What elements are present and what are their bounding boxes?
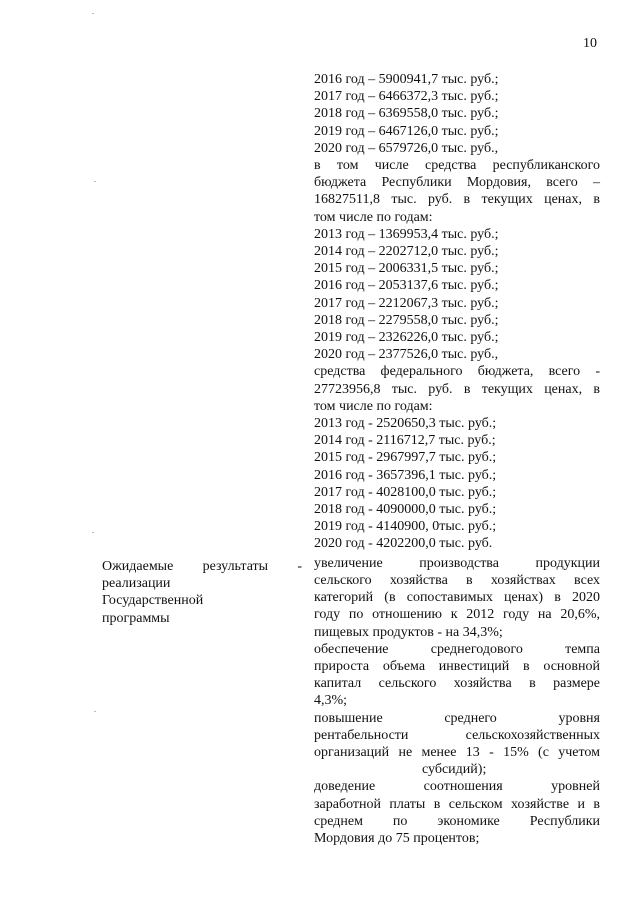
year-line: 2017 год - 4028100,0 тыс. руб.;	[314, 484, 497, 500]
paragraph-line: 27723956,8 тыс. руб. в текущих ценах, в	[314, 381, 600, 397]
paragraph-line: бюджета Республики Мордовия, всего –	[314, 175, 600, 191]
scan-speck	[94, 711, 96, 712]
year-line: 2017 год – 6466372,3 тыс. руб.;	[314, 89, 499, 105]
result-item	[314, 778, 600, 847]
year-line: 2015 год – 2006331,5 тыс. руб.;	[314, 261, 499, 277]
scan-speck	[92, 532, 94, 533]
year-line: 2014 год – 2202712,0 тыс. руб.;	[314, 244, 499, 260]
paragraph-line: Мордовия до 75 процентов;	[314, 830, 480, 846]
result-item	[314, 555, 600, 641]
paragraph-line: организаций не менее 13 - 15% (с учетом	[314, 744, 600, 760]
total-financing-years	[314, 71, 600, 157]
paragraph-line: 4,3%;	[314, 693, 348, 709]
paragraph-line: повышение среднего уровня	[314, 710, 600, 726]
paragraph-line: категорий (в сопоставимых ценах) в 2020	[314, 590, 600, 606]
label-line: программы	[102, 610, 170, 626]
year-line: 2013 год - 2520650,3 тыс. руб.;	[314, 416, 497, 432]
year-line: 2020 год - 4202200,0 тыс. руб.	[314, 536, 493, 552]
republic-budget-block	[314, 157, 600, 363]
paragraph-line: том числе по годам:	[314, 209, 433, 225]
paragraph-line: средства федерального бюджета, всего -	[314, 364, 600, 380]
paragraph-line: пищевых продуктов - на 34,3%;	[314, 624, 503, 640]
paragraph-line: году по отношению к 2012 году на 20,6%,	[314, 607, 600, 623]
expected-results-label	[102, 558, 302, 627]
year-line: 2015 год - 2967997,7 тыс. руб.;	[314, 450, 497, 466]
paragraph-line: капитал сельского хозяйства в размере	[314, 676, 600, 692]
year-line: 2019 год – 2326226,0 тыс. руб.;	[314, 330, 499, 346]
year-line: 2014 год - 2116712,7 тыс. руб.;	[314, 433, 496, 449]
result-item	[314, 641, 600, 710]
paragraph-line: заработной платы в сельском хозяйстве и в	[314, 796, 600, 812]
year-line: 2018 год – 2279558,0 тыс. руб.;	[314, 312, 499, 328]
year-line: 2017 год – 2212067,3 тыс. руб.;	[314, 295, 499, 311]
year-line: 2016 год – 2053137,6 тыс. руб.;	[314, 278, 499, 294]
paragraph-line: сельского хозяйства в хозяйствах всех	[314, 572, 600, 588]
year-line: 2020 год – 2377526,0 тыс. руб.,	[314, 347, 499, 363]
year-line: 2019 год – 6467126,0 тыс. руб.;	[314, 123, 499, 139]
year-line: 2018 год - 4090000,0 тыс. руб.;	[314, 502, 497, 518]
scan-speck	[94, 181, 96, 182]
paragraph-line: прироста объема инвестиций в основной	[314, 658, 600, 674]
year-line: 2016 год – 5900941,7 тыс. руб.;	[314, 72, 499, 87]
federal-budget-block	[314, 363, 600, 552]
paragraph-line: рентабельности сельскохозяйственных	[314, 727, 600, 743]
label-line: Государственной	[102, 593, 204, 609]
paragraph-line: 16827511,8 тыс. руб. в текущих ценах, в	[314, 192, 600, 208]
result-item	[314, 710, 600, 779]
paragraph-line: том числе по годам:	[314, 398, 433, 414]
year-line: 2016 год - 3657396,1 тыс. руб.;	[314, 467, 497, 483]
year-line: 2020 год – 6579726,0 тыс. руб.,	[314, 140, 499, 156]
label-line: Ожидаемые результаты -	[102, 559, 302, 574]
year-line: 2013 год – 1369953,4 тыс. руб.;	[314, 226, 499, 242]
paragraph-line: увеличение производства продукции	[314, 555, 600, 571]
label-line: реализации	[102, 576, 171, 592]
paragraph-line: субсидий);	[422, 762, 487, 778]
scan-speck	[92, 13, 94, 14]
financing-and-results-column	[314, 71, 600, 847]
page-number: 10	[583, 36, 597, 51]
paragraph-line: доведение соотношения уровней	[314, 779, 600, 795]
paragraph-line: обеспечение среднегодового темпа	[314, 641, 600, 657]
expected-results-block	[314, 555, 600, 847]
year-line: 2019 год - 4140900, 0тыс. руб.;	[314, 519, 497, 535]
paragraph-line: среднем по экономике Республики	[314, 813, 600, 829]
year-line: 2018 год – 6369558,0 тыс. руб.;	[314, 106, 499, 122]
paragraph-line: в том числе средства республиканского	[314, 158, 600, 174]
